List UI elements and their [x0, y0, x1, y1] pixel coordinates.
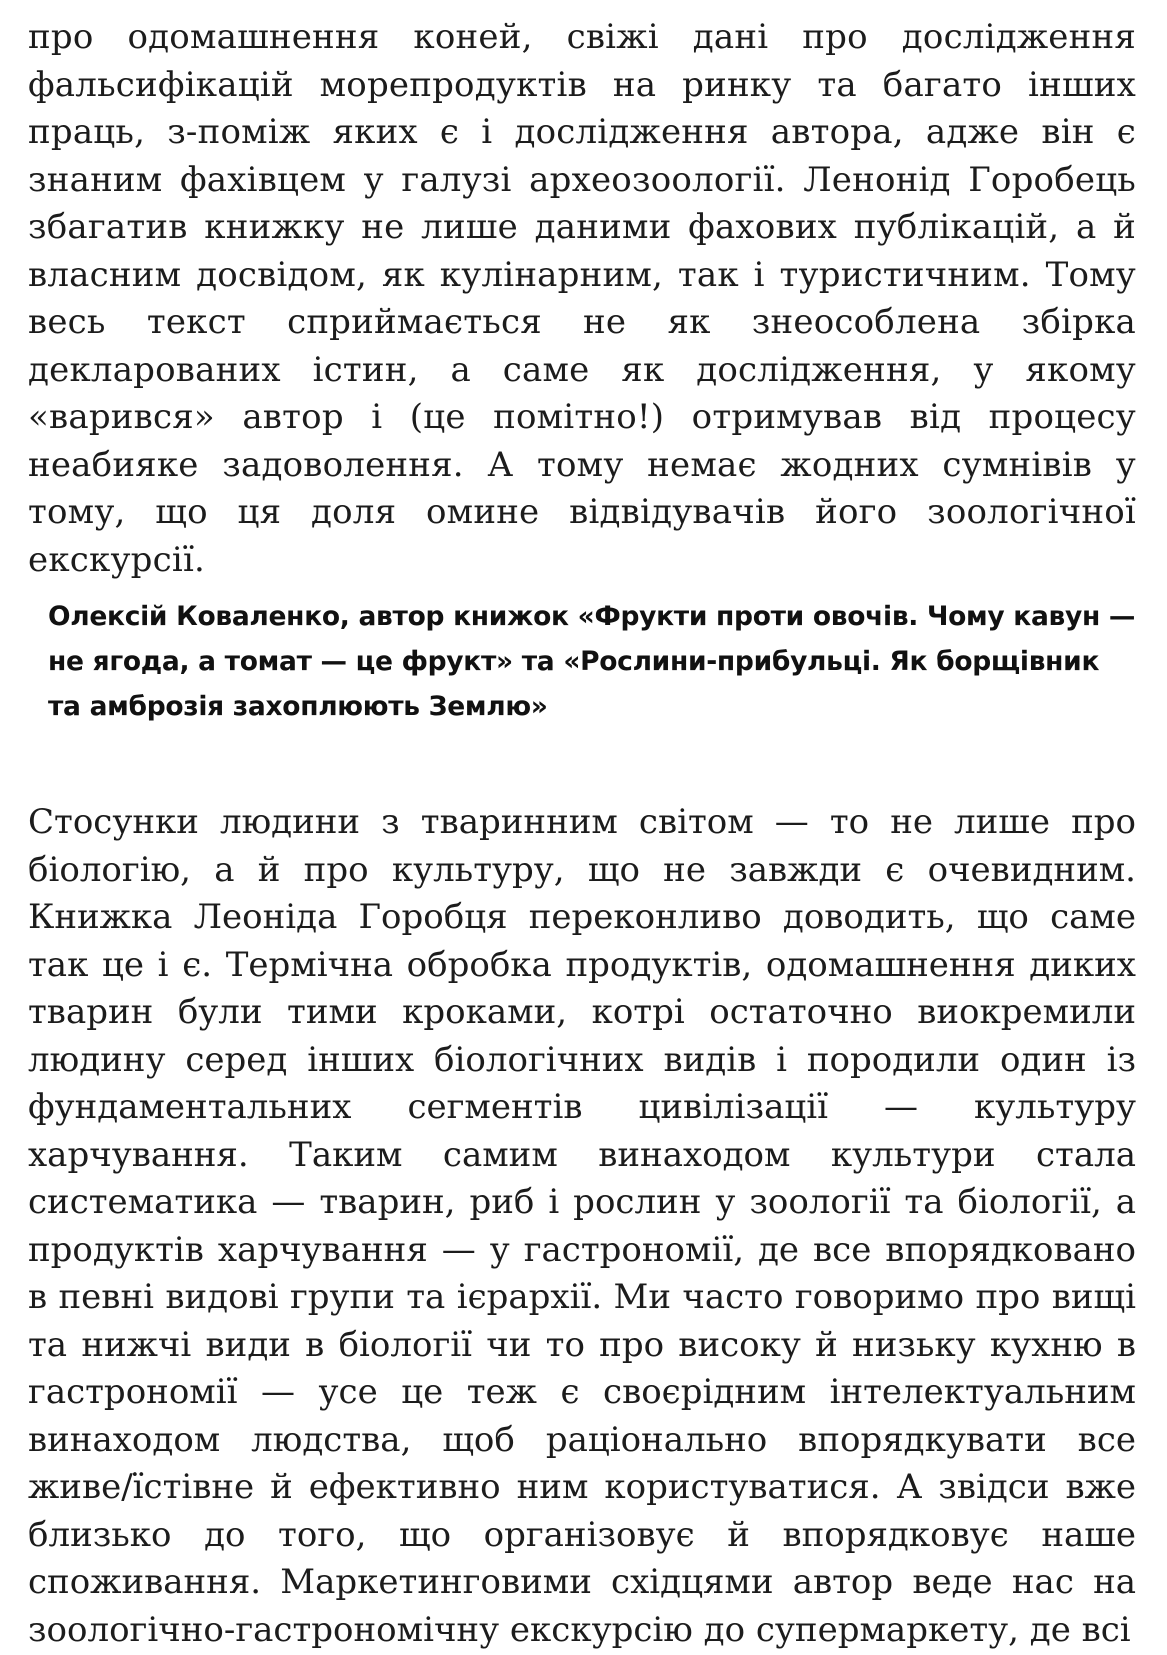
- review-paragraph: про одомашнення коней, свіжі дані про дослідження фальсифікацій морепродуктів на ринку та багато інших праць, з-поміж яких є і дослідження автора, адже він є знаним фахівцем у галузі археозоології. Ленонід Горобець збагатив книжку не лише даними фахових публікацій, а й власним досвідом, як кулінарним, так і туристичним. Тому весь текст сприймається не як знеособлена збірка декларованих істин, а саме як дослідження, у якому «варився» автор і (це помітно!) отримував від процесу неабияке задоволення. А тому немає жодних сумнівів у тому, що ця доля омине відвідувачів його зоологічної екскурсії.: [28, 17, 1136, 580]
- review-paragraph: Стосунки людини з тваринним світом — то не лише про біологію, а й про культуру, що не завжди є очевидним. Книжка Леоніда Горобця переконливо доводить, що саме так це і є. Термічна обробка продуктів, одомашнення диких тварин були тими кроками, котрі остаточно виокремили людину серед інших біологічних видів і породили один із фундаментальних сегментів цивілізації — культуру харчування. Таким самим винаходом культури стала систематика — тварин, риб і рослин у зоології та біології, а продуктів харчування — у гастрономії, де все впорядковано в певні видові групи та ієрархії. Ми часто говоримо про вищі та нижчі види в біології чи то про високу й низьку кухню в гастрономії — усе це теж є своєрідним інтелектуальним винаходом людства, щоб раціонально впорядкувати все живе/їстівне й ефективно ним користуватися. А звідси вже близько до того, що організовує й впорядковує наше споживання. Маркетинговими східцями автор веде нас на зоологічно-гастрономічну екскурсію до супермаркету, де всі: [28, 802, 1136, 1650]
- review-attribution: Олексій Коваленко, автор книжок «Фрукти проти овочів. Чому кавун — не ягода, а томат — це фрукт» та «Рослини-прибульці. Як борщівник та амброзія захоплюють Землю»: [48, 601, 1136, 722]
- book-page: [28, 14, 1136, 1654]
